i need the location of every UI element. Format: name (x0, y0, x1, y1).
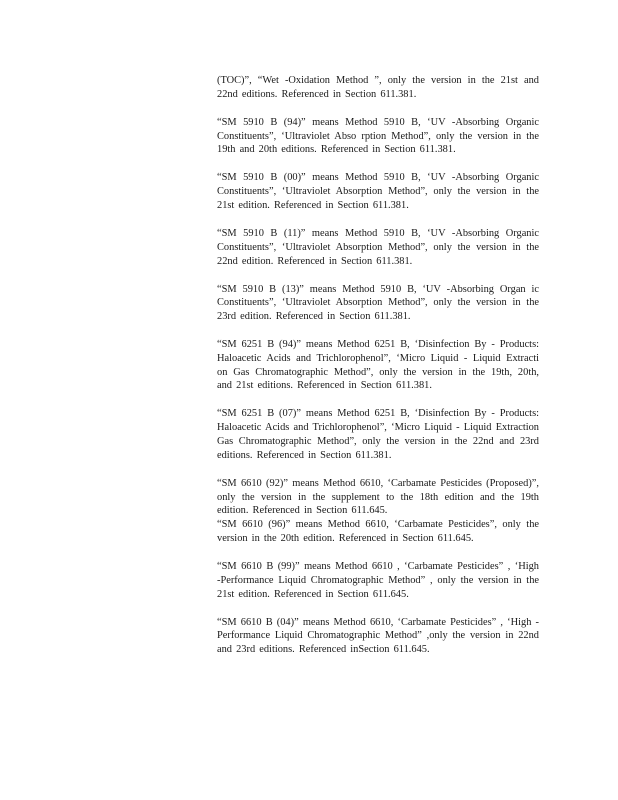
paragraph-sm-5910b-13: “SM 5910 B (13)” means Method 5910 B, ‘UV -Absorbing Organ ic Constituents”, ‘Ultraviolet Absorption Method”, only the version in the 23rd edition. Referenced in Section 611.381. (217, 283, 539, 323)
paragraph-sm-5910b-11: “SM 5910 B (11)” means Method 5910 B, ‘UV -Absorbing Organic Constituents”, ‘Ultraviolet Absorption Method”, only the version in the 22nd edition. Referenced in Section 611.381. (217, 227, 539, 267)
paragraph-sm-6610-96: “SM 6610 (96)” means Method 6610, ‘Carbamate Pesticides”, only the version in the 20th edition. Referenced in Section 611.645. (217, 519, 539, 545)
document-body (217, 74, 539, 671)
paragraph-sm-6610-92: “SM 6610 (92)” means Method 6610, ‘Carbamate Pesticides (Proposed)”, only the version in the supplement to the 18th edition and the 19th edition. Referenced in Section 611.645. (217, 477, 539, 517)
paragraph-sm-6251b-07: “SM 6251 B (07)” means Method 6251 B, ‘Disinfection By - Products: Haloacetic Acids and Trichlorophenol”, ‘Micro Liquid - Liquid Extraction Gas Chromatographic Method”, only the version in the 22nd and 23rd editions. Referenced in Section 611.381. (217, 408, 539, 461)
paragraph-sm-6610b-99: “SM 6610 B (99)” means Method 6610 , ‘Carbamate Pesticides” , ‘High -Performance Liquid Chromatographic Method” , only the version in the 21st edition. Referenced in Section 611.645. (217, 561, 539, 600)
paragraph-sm-6251b-94: “SM 6251 B (94)” means Method 6251 B, ‘Disinfection By - Products: Haloacetic Acids and Trichlorophenol”, ‘Micro Liquid - Liquid Extracti on Gas Chromatographic Method”, only the version in the 19th, 20th, and 21st editions. Referenced in Section 611.381. (217, 339, 539, 392)
paragraph-sm-6610b-04: “SM 6610 B (04)” means Method 6610, ‘Carbamate Pesticides” , ‘High -Performance Liquid Chromatographic Method” ,only the version in 22nd and 23rd editions. Referenced inSection 611.645. (217, 616, 539, 656)
paragraph-sm-5910b-00: “SM 5910 B (00)” means Method 5910 B, ‘UV -Absorbing Organic Constituents”, ‘Ultraviolet Absorption Method”, only the version in the 21st edition. Referenced in Section 611.381. (217, 172, 539, 211)
paragraph-toc-wet-oxidation: (TOC)”, “Wet -Oxidation Method ”, only the version in the 21st and 22nd editions. Referenced in Section 611.381. (217, 75, 539, 100)
paragraph-sm-5910b-94: “SM 5910 B (94)” means Method 5910 B, ‘UV -Absorbing Organic Constituents”, ‘Ultraviolet Abso rption Method”, only the version in the 19th and 20th editions. Referenced in Section 611.381. (217, 116, 539, 156)
